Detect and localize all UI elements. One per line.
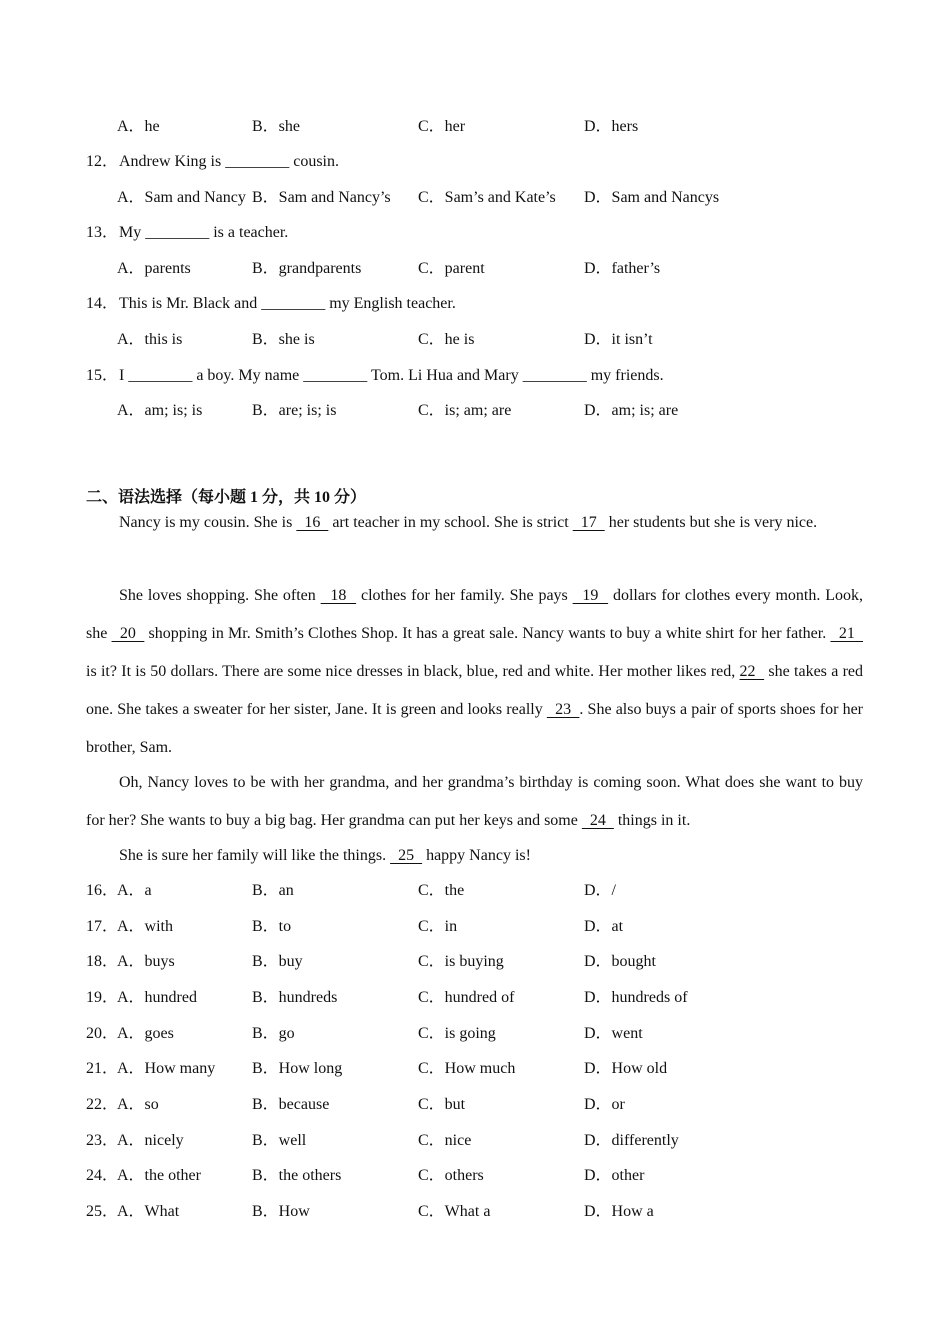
question-text: I ________ a boy. My name ________ Tom. Li Hua and Mary ________ my friends. [119,367,664,384]
option-d: D．hers [584,118,639,135]
question-15-stem [0,365,950,387]
option-b: B．buy [252,953,303,970]
passage-text: happy Nancy is! [422,847,531,864]
question-12-stem [0,151,950,173]
question-number: 13． [86,224,119,241]
option-b: B．well [252,1132,307,1149]
question-number: 21． [86,1060,119,1077]
option-c: C．her [418,118,466,135]
option-b: B．grandparents [252,260,362,277]
option-c: C．others [418,1167,484,1184]
blank-18: 18 [320,587,357,604]
option-c: C．hundred of [418,989,515,1006]
question-number: 17． [86,918,119,935]
choice-row-17 [0,916,950,938]
question-text: My ________ is a teacher. [119,224,289,241]
option-c: C．he is [418,331,475,348]
option-a: A．How many [117,1060,216,1077]
option-b: B．go [252,1025,295,1042]
question-13-stem [0,222,950,244]
passage-text: her students but she is very nice. [604,514,818,531]
blank-20: 20 [111,625,145,642]
option-d: D．differently [584,1132,679,1149]
question-text: This is Mr. Black and ________ my English teacher. [119,295,456,312]
choice-row-20 [0,1023,950,1045]
blank-17: 17 [572,514,605,531]
option-a: A．goes [117,1025,174,1042]
option-b: B．she is [252,331,315,348]
question-number: 24． [86,1167,119,1184]
passage-paragraph-2 [86,577,863,767]
passage-text: she takes a red one. She takes a sweater for her sister, Jane. It is green and looks really [86,663,864,718]
option-c: C．How much [418,1060,516,1077]
option-d: D．hundreds of [584,989,688,1006]
option-b: B．How [252,1203,310,1220]
question-number: 25． [86,1203,119,1220]
option-b: B．are; is; is [252,402,337,419]
option-a: A．a [117,882,152,899]
option-d: D．at [584,918,624,935]
option-c: C．the [418,882,465,899]
option-a: A．so [117,1096,159,1113]
choice-row-19 [0,987,950,1009]
passage-text: art teacher in my school. She is strict [328,514,573,531]
choice-row-25 [0,1201,950,1223]
passage-text: She is sure her family will like the things. [119,847,391,864]
blank-19: 19 [572,587,609,604]
question-number: 16． [86,882,119,899]
question-13-options [0,258,950,280]
option-c: C．in [418,918,458,935]
option-b: B．the others [252,1167,342,1184]
passage-paragraph-4 [86,837,863,875]
option-b: B．to [252,918,292,935]
choice-row-22 [0,1094,950,1116]
option-a: A．What [117,1203,180,1220]
option-c: C．is going [418,1025,496,1042]
option-a: A．he [117,118,160,135]
question-12-options [0,187,950,209]
choice-row-16 [0,880,950,902]
choice-row-18 [0,951,950,973]
option-c: C．parent [418,260,485,277]
option-c: C．is; am; are [418,402,512,419]
passage-text: is it? It is 50 dollars. There are some nice dresses in black, blue, red and white. Her mother likes red, [86,663,740,680]
question-number: 20． [86,1025,119,1042]
passage-paragraph-3 [86,764,863,840]
option-d: D．How a [584,1203,654,1220]
option-b: B．hundreds [252,989,338,1006]
choice-row-23 [0,1130,950,1152]
blank-21: 21 [830,625,864,642]
blank-23: 23 [546,701,580,718]
question-14-stem [0,293,950,315]
option-a: A．parents [117,260,191,277]
blank-22: 22 [739,663,765,680]
option-b: B．Sam and Nancy’s [252,189,391,206]
passage-text: things in it. [613,812,691,829]
blank-16: 16 [296,514,329,531]
option-a: A．with [117,918,174,935]
option-c: C．nice [418,1132,472,1149]
option-a: A．the other [117,1167,201,1184]
option-d: D．father’s [584,260,661,277]
passage-paragraph-1 [86,504,863,542]
option-d: D．Sam and Nancys [584,189,720,206]
passage-text: dollars for clothes every month. Look, she [86,587,864,642]
option-a: A．hundred [117,989,197,1006]
question-text: Andrew King is ________ cousin. [119,153,339,170]
question-number: 22． [86,1096,119,1113]
passage-text: clothes for her family. She pays [356,587,573,604]
option-c: C．What a [418,1203,491,1220]
option-c: C．is buying [418,953,504,970]
passage-text: . She also buys a pair of sports shoes for her brother, Sam. [86,701,863,756]
choice-row-24 [0,1165,950,1187]
option-b: B．an [252,882,294,899]
question-number: 18． [86,953,119,970]
option-c: C．but [418,1096,466,1113]
passage-text: Oh, Nancy loves to be with her grandma, and her grandma’s birthday is coming soon. What does she want to buy for her? She wants to buy a big bag. Her grandma can put her keys and some [86,774,863,829]
passage-text: Nancy is my cousin. She is [119,514,297,531]
option-a: A．am; is; is [117,402,203,419]
question-14-options [0,329,950,351]
blank-25: 25 [390,847,423,864]
passage-text: shopping in Mr. Smith’s Clothes Shop. It has a great sale. Nancy wants to buy a white shirt for her father. [144,625,831,642]
option-d: D．How old [584,1060,668,1077]
option-c: C．Sam’s and Kate’s [418,189,556,206]
option-d: D．went [584,1025,643,1042]
option-a: A．Sam and Nancy [117,189,246,206]
option-b: B．she [252,118,301,135]
option-d: D．bought [584,953,657,970]
option-d: D．or [584,1096,625,1113]
question-number: 15． [86,367,119,384]
question-number: 12． [86,153,119,170]
option-a: A．buys [117,953,175,970]
section-heading: 二、语法选择（每小题 1 分，共 10 分） [86,489,367,506]
option-a: A．this is [117,331,183,348]
question-15-options [0,400,950,422]
question-11-options [0,116,950,138]
option-d: D．it isn’t [584,331,653,348]
passage-text: She loves shopping. She often [119,587,321,604]
option-b: B．How long [252,1060,343,1077]
question-number: 19． [86,989,119,1006]
choice-row-21 [0,1058,950,1080]
question-number: 14． [86,295,119,312]
blank-24: 24 [581,812,614,829]
question-number: 23． [86,1132,119,1149]
option-d: D．/ [584,882,617,899]
option-d: D．other [584,1167,645,1184]
option-d: D．am; is; are [584,402,679,419]
option-b: B．because [252,1096,330,1113]
option-a: A．nicely [117,1132,184,1149]
